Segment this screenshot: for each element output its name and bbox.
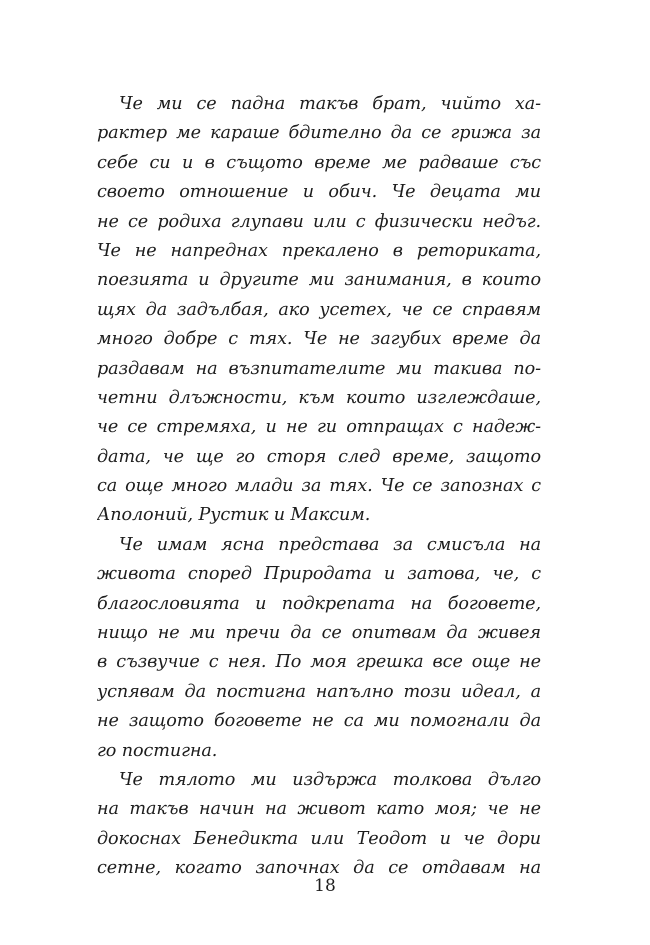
text-line: не се родиха глупави или с физически недъг. [97, 211, 541, 232]
text-line: Че тялото ми издържа толкова дълго [119, 769, 541, 790]
text-line: Че не напреднах прекалено в реториката, [97, 240, 541, 261]
text-line: не защото боговете не са ми помогнали да [97, 711, 541, 732]
text-line: че се стремяха, и не ги отпращах с надеж- [97, 417, 541, 438]
text-line: четни длъжности, към които изглеждаше, [97, 387, 541, 408]
text-line: Аполоний, Рустик и Максим. [97, 505, 371, 526]
text-line: раздавам на възпитателите ми такива по- [97, 358, 541, 379]
text-line: Че имам ясна представа за смисъла на [119, 534, 541, 555]
text-line: в съзвучие с нея. По моя грешка все още не [97, 652, 541, 673]
body-text [97, 90, 541, 884]
text-line: Че ми се падна такъв брат, чийто ха- [119, 94, 541, 114]
text-line: рактер ме караше бдително да се грижа за [97, 123, 541, 144]
text-line: нищо не ми пречи да се опитвам да живея [97, 623, 541, 644]
page-number: 18 [314, 876, 336, 896]
text-line: успявам да постигна напълно този идеал, а [97, 681, 541, 702]
text-line: щях да задълбая, ако усетех, че се справям [97, 299, 541, 320]
text-line: поезията и другите ми занимания, в които [97, 270, 541, 291]
text-line: живота според Природата и затова, че, с [97, 564, 541, 585]
text-line: благословията и подкрепата на боговете, [97, 593, 541, 614]
text-line: сетне, когато започнах да се отдавам на [97, 858, 541, 879]
text-line: себе си и в същото време ме радваше със [97, 152, 541, 173]
text-line: своето отношение и обич. Че децата ми [97, 182, 541, 203]
text-line: го постигна. [97, 740, 218, 761]
text-line: дата, че ще го сторя след време, защото [97, 446, 541, 467]
text-line: докоснах Бенедикта или Теодот и че дори [97, 828, 541, 849]
text-line: на такъв начин на живот като моя; че не [97, 799, 541, 820]
text-line: много добре с тях. Че не загубих време да [97, 329, 541, 350]
text-line: са още много млади за тях. Че се запознах с [97, 476, 541, 497]
